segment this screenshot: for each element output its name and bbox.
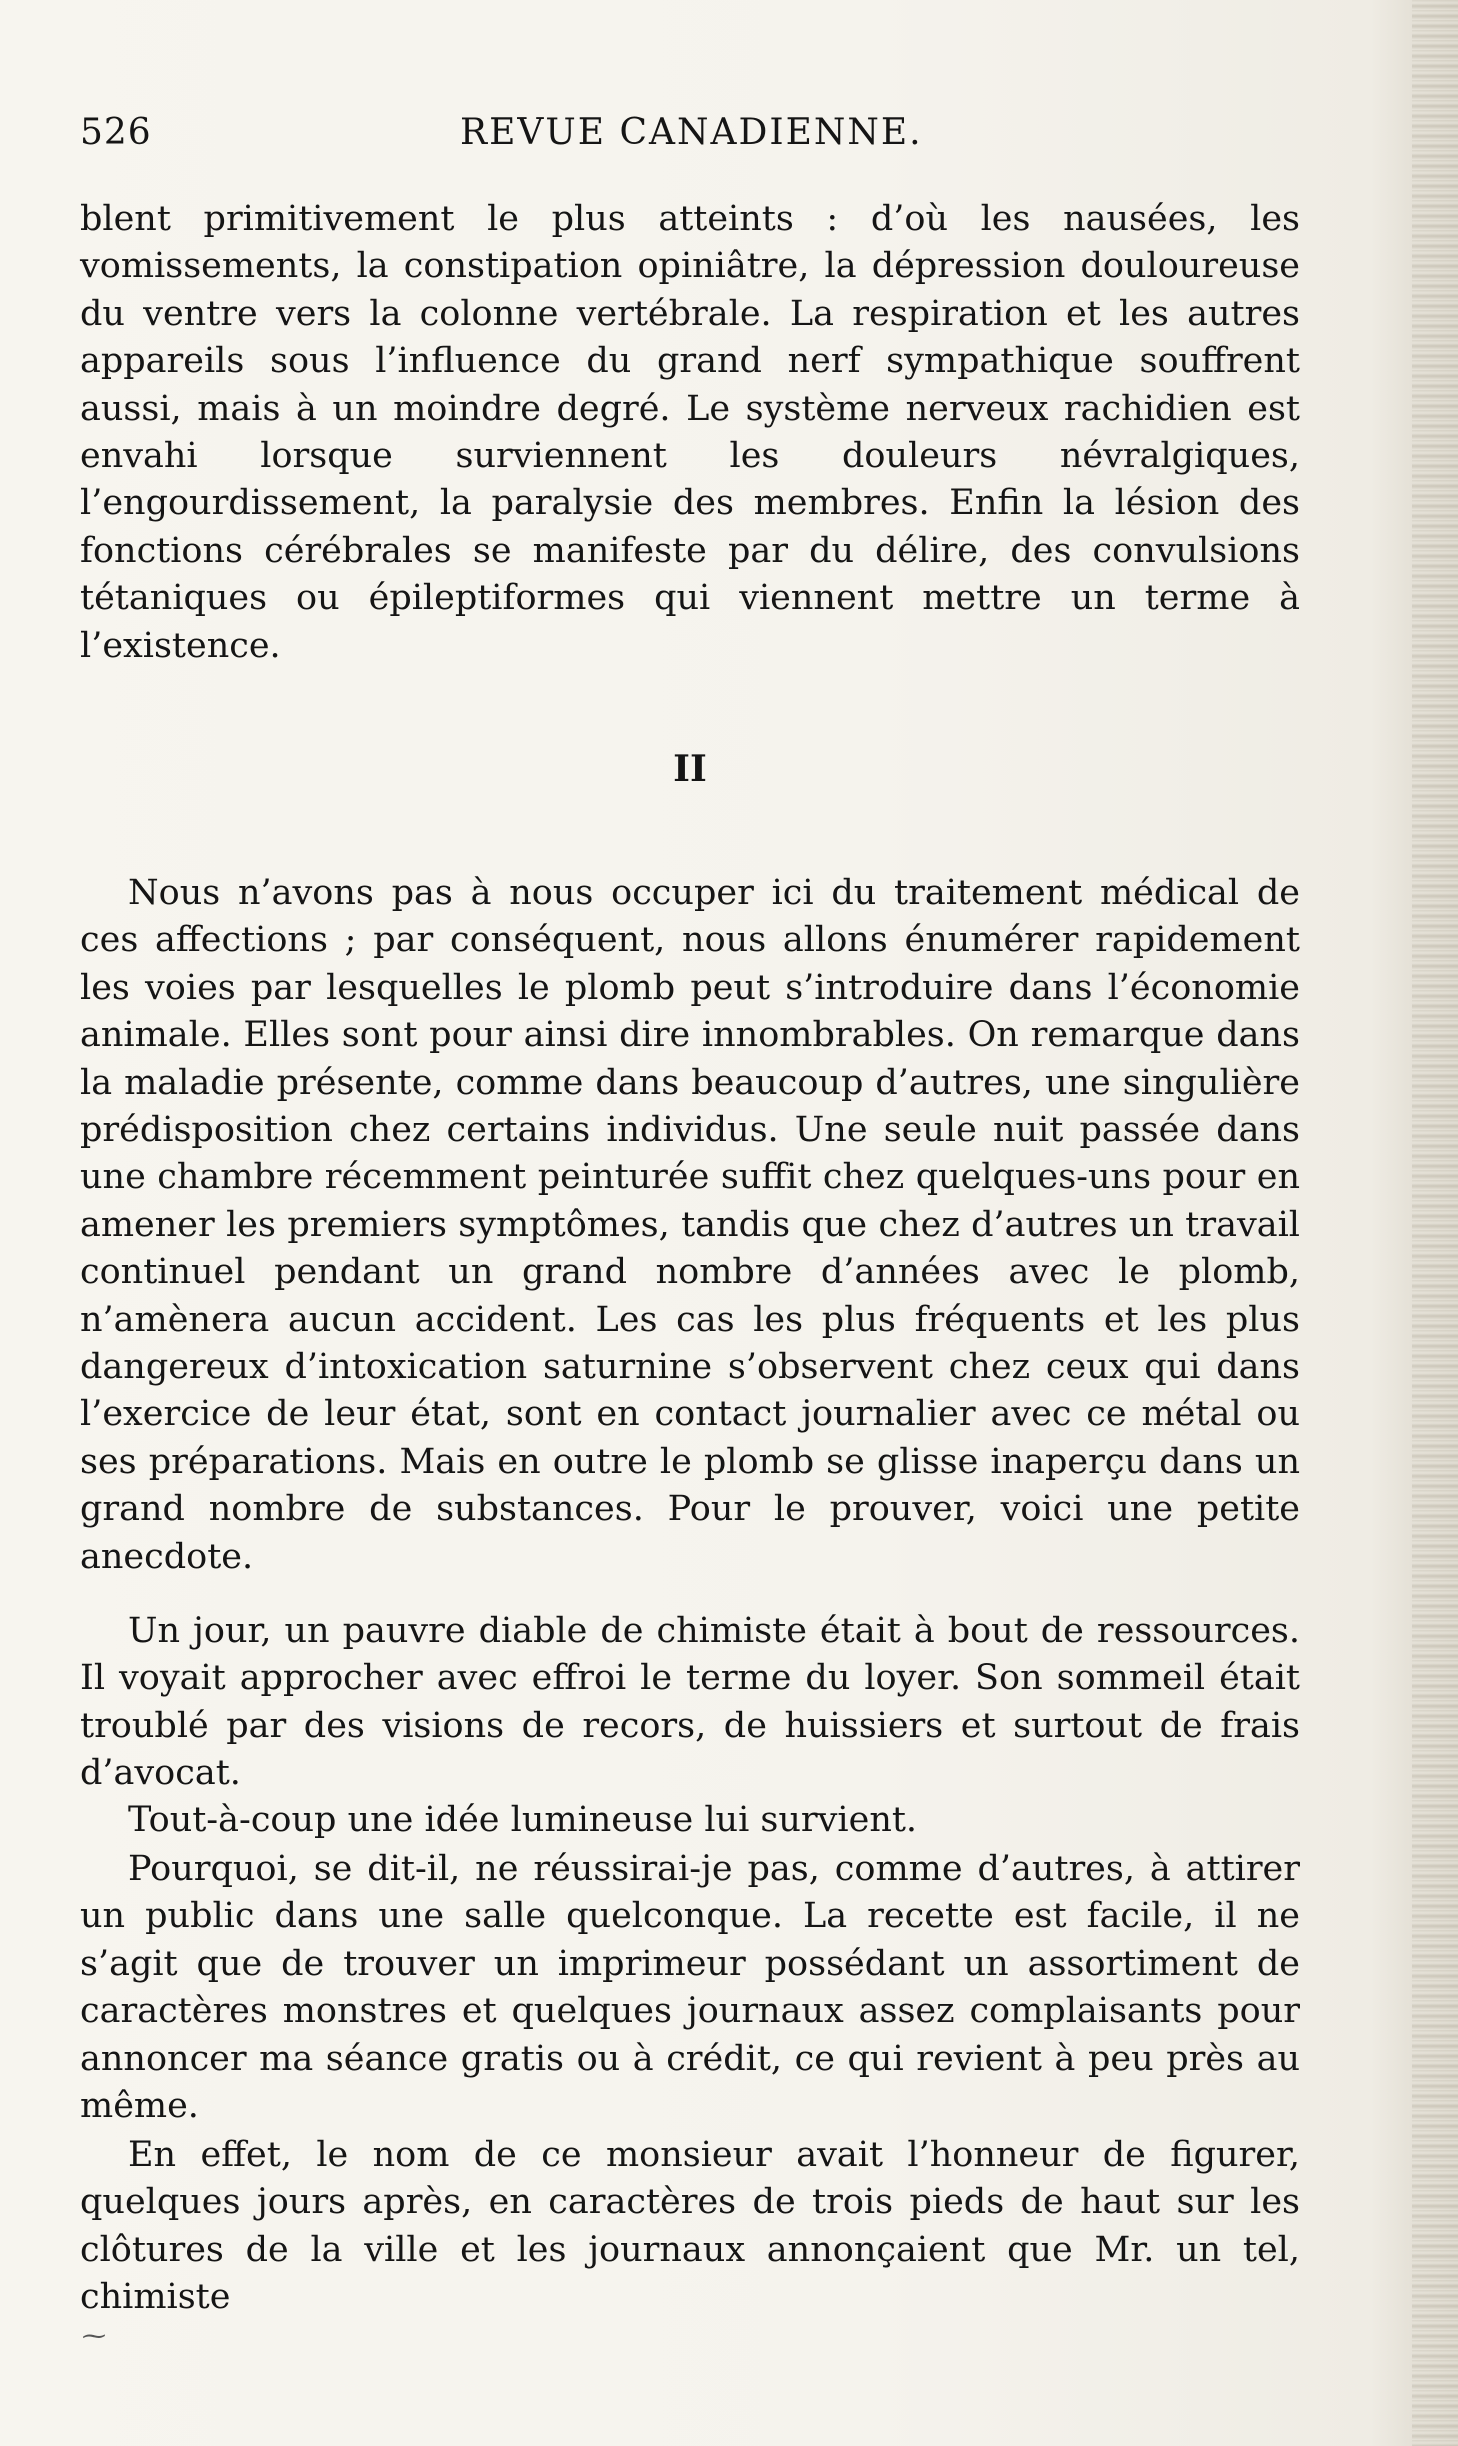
section-heading: II xyxy=(673,748,707,790)
paragraph-lead-sources: Nous n’avons pas à nous occuper ici du traitement médical de ces affections ; par conséquent, nous allons énumérer rapidement les voies par lesquelles le plomb peut s’introduire dans l’économie animale. Elles sont pour ainsi dire innombrables. On remarque dans la maladie présente, comme dans beaucoup d’autres, une singulière prédisposition chez certains individus. Une seule nuit passée dans une chambre récemment peinturée suffit chez quelques-uns pour en amener les premiers symptômes, tandis que chez d’autres un travail continuel pendant un grand nombre d’années avec le plomb, n’amènera aucun accident. Les cas les plus fréquents et les plus dangereux d’intoxication saturnine s’observent chez ceux qui dans l’exercice de leur état, sont en contact journalier avec ce métal ou ses préparations. Mais en outre le plomb se glisse inaperçu dans un grand nombre de substances. Pour le prouver, voici une petite anecdote. xyxy=(80,873,1300,1577)
paragraph-announcement: En effet, le nom de ce monsieur avait l’honneur de figurer, quelques jours après, en caractères de trois pieds de haut sur les clôtures de la ville et les journaux annonçaient que Mr. un tel, chimiste xyxy=(80,2135,1300,2318)
footer-smudge: ⁓ xyxy=(82,2322,106,2350)
page-binding-edge xyxy=(1412,0,1458,2446)
page-number: 526 xyxy=(80,112,152,153)
paragraph-continuation: blent primitivement le plus atteints : d’où les nausées, les vomissements, la constipation opiniâtre, la dépression douloureuse du ventre vers la colonne vertébrale. La respiration et les autres appareils sous l’influence du grand nerf sympathique souffrent aussi, mais à un moindre degré. Le système nerveux rachidien est envahi lorsque surviennent les douleurs névralgiques, l’engourdissement, la paralysie des membres. Enfin la lésion des fonctions cérébrales se manifeste par du délire, des convulsions tétaniques ou épileptiformes qui viennent mettre un terme à l’existence. xyxy=(80,199,1300,666)
running-header xyxy=(80,112,1300,172)
journal-title: REVUE CANADIENNE. xyxy=(460,112,923,153)
paragraph-plan: Pourquoi, se dit-il, ne réussirai-je pas, comme d’autres, à attirer un public dans une salle quelconque. La recette est facile, il ne s’agit que de trouver un imprimeur possédant un assortiment de caractères monstres et quelques journaux assez complaisants pour annoncer ma séance gratis ou à crédit, ce qui revient à peu près au même. xyxy=(80,1849,1300,2127)
paragraph-chemist-anecdote: Un jour, un pauvre diable de chimiste était à bout de ressources. Il voyait approcher avec effroi le terme du loyer. Son sommeil était troublé par des visions de recors, de huissiers et surtout de frais d’avocat. xyxy=(80,1611,1300,1794)
paragraph-idea: Tout-à-coup une idée lumineuse lui survient. xyxy=(128,1800,918,1840)
